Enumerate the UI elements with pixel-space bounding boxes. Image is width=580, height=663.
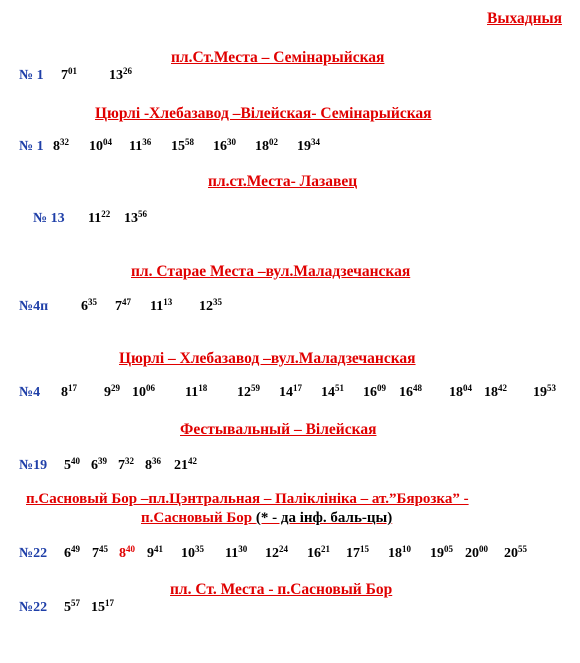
departure-time: $16^{30}$: [213, 137, 236, 154]
route-number: №19: [19, 458, 48, 473]
departure-time: $16^{09}$: [363, 383, 386, 400]
route-title: пл.Ст.Места – Семінарыйская: [171, 49, 385, 66]
route-title: пл.ст.Места- Лазавец: [208, 173, 358, 190]
route-number: № 1: [19, 68, 44, 83]
disability-note: (* - да інф. баль-цы): [255, 510, 393, 526]
route-title: Цюрлі -Хлебазавод –Вілейская- Семінарыйская: [95, 105, 432, 122]
route-number: №4: [19, 385, 41, 400]
route-number: № 1: [19, 139, 44, 154]
departure-time: $13^{56}$: [124, 209, 147, 226]
departure-time: $5^{57}$: [64, 598, 80, 615]
day-type-header: Выхадныя: [487, 10, 562, 27]
departure-time: $17^{15}$: [346, 544, 369, 561]
departure-time: $7^{01}$: [61, 66, 77, 83]
route-title: Фестывальный – Вілейская: [180, 421, 377, 438]
departure-time: $15^{17}$: [91, 598, 114, 615]
departure-time: $11^{22}$: [88, 209, 111, 226]
departure-time: $13^{26}$: [109, 66, 132, 83]
route-number: №22: [19, 546, 48, 561]
departure-time: $6^{35}$: [81, 297, 97, 314]
departure-time: $16^{48}$: [399, 383, 422, 400]
departure-time: $14^{51}$: [321, 383, 344, 400]
departure-time: $10^{06}$: [132, 383, 155, 400]
departure-time: $6^{39}$: [91, 456, 107, 473]
departure-time: $10^{04}$: [89, 137, 112, 154]
departure-time: $19^{34}$: [297, 137, 320, 154]
departure-time: $18^{42}$: [484, 383, 507, 400]
departure-time: $11^{30}$: [225, 544, 248, 561]
route-title: п.Сасновый Бор –пл.Цэнтральная – Паліклініка – ат.”Бярозка” -: [26, 491, 469, 507]
departure-time: $11^{13}$: [150, 297, 173, 314]
departure-time: $11^{18}$: [185, 383, 208, 400]
departure-time: $9^{41}$: [147, 544, 163, 561]
departure-time-accessible: $8^{40}$: [119, 544, 135, 561]
departure-time: $20^{55}$: [504, 544, 527, 561]
route-title-line2: п.Сасновый Бор (* - да інф. баль-цы): [141, 510, 393, 526]
departure-time: $7^{47}$: [115, 297, 131, 314]
departure-time: $8^{17}$: [61, 383, 77, 400]
route-number: №4п: [19, 299, 49, 314]
departure-time: $18^{10}$: [388, 544, 411, 561]
departure-time: $6^{49}$: [64, 544, 80, 561]
departure-time: $21^{42}$: [174, 456, 197, 473]
departure-time: $14^{17}$: [279, 383, 302, 400]
departure-time: $18^{04}$: [449, 383, 472, 400]
departure-time: $9^{29}$: [104, 383, 120, 400]
route-title: пл. Старае Места –вул.Маладзечанская: [131, 263, 411, 280]
departure-time: $7^{45}$: [92, 544, 108, 561]
route-title: Цюрлі – Хлебазавод –вул.Маладзечанская: [119, 350, 416, 367]
departure-time: $20^{00}$: [465, 544, 488, 561]
departure-time: $19^{05}$: [430, 544, 453, 561]
departure-time: $7^{32}$: [118, 456, 134, 473]
departure-time: $12^{35}$: [199, 297, 222, 314]
departure-time: $8^{36}$: [145, 456, 161, 473]
departure-time: $15^{58}$: [171, 137, 194, 154]
departure-time: $11^{36}$: [129, 137, 152, 154]
route-title: пл. Ст. Места - п.Сасновый Бор: [170, 581, 393, 598]
route-number: №22: [19, 600, 48, 615]
departure-time: $5^{40}$: [64, 456, 80, 473]
departure-time: $19^{53}$: [533, 383, 556, 400]
departure-time: $18^{02}$: [255, 137, 278, 154]
departure-time: $16^{21}$: [307, 544, 330, 561]
departure-time: $8^{32}$: [53, 137, 69, 154]
departure-time: $10^{35}$: [181, 544, 204, 561]
departure-time: $12^{59}$: [237, 383, 260, 400]
route-number: № 13: [33, 211, 65, 226]
departure-time: $12^{24}$: [265, 544, 288, 561]
